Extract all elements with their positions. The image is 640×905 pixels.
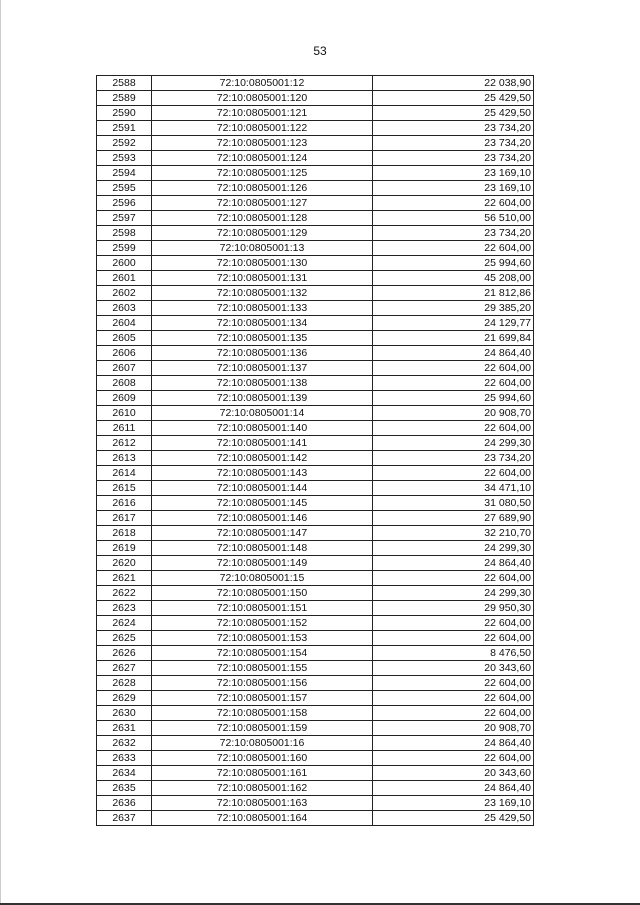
table-row [97,796,534,811]
cadastral-number-cell: 72:10:0805001:135 [152,331,373,346]
cadastral-number-cell: 72:10:0805001:136 [152,346,373,361]
table-row [97,76,534,91]
value-cell: 23 734,20 [373,136,534,151]
cadastral-number-cell: 72:10:0805001:133 [152,301,373,316]
value-cell: 23 734,20 [373,226,534,241]
row-number-cell: 2600 [97,256,152,271]
table-row [97,496,534,511]
cadastral-number-cell: 72:10:0805001:139 [152,391,373,406]
table-row [97,361,534,376]
value-cell: 22 604,00 [373,196,534,211]
cadastral-number-cell: 72:10:0805001:141 [152,436,373,451]
row-number-cell: 2598 [97,226,152,241]
row-number-cell: 2596 [97,196,152,211]
value-cell: 25 994,60 [373,256,534,271]
value-cell: 20 908,70 [373,406,534,421]
cadastral-number-cell: 72:10:0805001:149 [152,556,373,571]
table-row [97,601,534,616]
cadastral-number-cell: 72:10:0805001:163 [152,796,373,811]
cadastral-number-cell: 72:10:0805001:156 [152,676,373,691]
table-row [97,106,534,121]
row-number-cell: 2614 [97,466,152,481]
value-cell: 20 343,60 [373,661,534,676]
value-cell: 34 471,10 [373,481,534,496]
row-number-cell: 2605 [97,331,152,346]
table-row [97,556,534,571]
table-row [97,286,534,301]
table-row [97,466,534,481]
table-row [97,811,534,826]
cadastral-number-cell: 72:10:0805001:123 [152,136,373,151]
row-number-cell: 2637 [97,811,152,826]
cadastral-number-cell: 72:10:0805001:15 [152,571,373,586]
table-row [97,766,534,781]
table-row [97,181,534,196]
table-body [97,76,534,826]
table-row [97,136,534,151]
row-number-cell: 2610 [97,406,152,421]
cadastral-number-cell: 72:10:0805001:134 [152,316,373,331]
table-row [97,721,534,736]
table-row [97,406,534,421]
value-cell: 22 604,00 [373,241,534,256]
row-number-cell: 2615 [97,481,152,496]
value-cell: 22 604,00 [373,691,534,706]
cadastral-number-cell: 72:10:0805001:146 [152,511,373,526]
row-number-cell: 2623 [97,601,152,616]
value-cell: 22 604,00 [373,631,534,646]
value-cell: 20 908,70 [373,721,534,736]
row-number-cell: 2636 [97,796,152,811]
row-number-cell: 2629 [97,691,152,706]
table-row [97,151,534,166]
cadastral-number-cell: 72:10:0805001:162 [152,781,373,796]
table-row [97,586,534,601]
row-number-cell: 2617 [97,511,152,526]
row-number-cell: 2595 [97,181,152,196]
value-cell: 29 385,20 [373,301,534,316]
row-number-cell: 2618 [97,526,152,541]
row-number-cell: 2592 [97,136,152,151]
table-row [97,391,534,406]
table-row [97,541,534,556]
cadastral-number-cell: 72:10:0805001:125 [152,166,373,181]
value-cell: 24 299,30 [373,541,534,556]
table-row [97,241,534,256]
row-number-cell: 2612 [97,436,152,451]
table-row [97,661,534,676]
row-number-cell: 2633 [97,751,152,766]
cadastral-number-cell: 72:10:0805001:155 [152,661,373,676]
value-cell: 8 476,50 [373,646,534,661]
page-number: 53 [313,44,327,58]
table-row [97,211,534,226]
cadastral-number-cell: 72:10:0805001:124 [152,151,373,166]
value-cell: 32 210,70 [373,526,534,541]
cadastral-number-cell: 72:10:0805001:16 [152,736,373,751]
value-cell: 22 604,00 [373,676,534,691]
table-row [97,121,534,136]
row-number-cell: 2621 [97,571,152,586]
cadastral-number-cell: 72:10:0805001:154 [152,646,373,661]
value-cell: 56 510,00 [373,211,534,226]
cadastral-number-cell: 72:10:0805001:122 [152,121,373,136]
cadastral-number-cell: 72:10:0805001:140 [152,421,373,436]
value-cell: 23 734,20 [373,451,534,466]
cadastral-number-cell: 72:10:0805001:120 [152,91,373,106]
row-number-cell: 2604 [97,316,152,331]
value-cell: 24 129,77 [373,316,534,331]
row-number-cell: 2593 [97,151,152,166]
value-cell: 22 604,00 [373,751,534,766]
row-number-cell: 2626 [97,646,152,661]
value-cell: 23 734,20 [373,121,534,136]
cadastral-number-cell: 72:10:0805001:12 [152,76,373,91]
cadastral-number-cell: 72:10:0805001:13 [152,241,373,256]
value-cell: 23 169,10 [373,181,534,196]
table-row [97,676,534,691]
cadastral-number-cell: 72:10:0805001:129 [152,226,373,241]
value-cell: 23 734,20 [373,151,534,166]
row-number-cell: 2601 [97,271,152,286]
row-number-cell: 2625 [97,631,152,646]
row-number-cell: 2620 [97,556,152,571]
table-row [97,481,534,496]
table-row [97,451,534,466]
value-cell: 25 994,60 [373,391,534,406]
table-row [97,571,534,586]
row-number-cell: 2613 [97,451,152,466]
table-row [97,631,534,646]
value-cell: 22 604,00 [373,616,534,631]
cadastral-number-cell: 72:10:0805001:144 [152,481,373,496]
table-row [97,226,534,241]
cadastral-number-cell: 72:10:0805001:148 [152,541,373,556]
value-cell: 25 429,50 [373,811,534,826]
table-row [97,196,534,211]
cadastral-number-cell: 72:10:0805001:143 [152,466,373,481]
value-cell: 20 343,60 [373,766,534,781]
value-cell: 22 604,00 [373,361,534,376]
table-row [97,511,534,526]
cadastral-number-cell: 72:10:0805001:159 [152,721,373,736]
table-row [97,376,534,391]
value-cell: 31 080,50 [373,496,534,511]
table-row [97,706,534,721]
table-row [97,346,534,361]
cadastral-number-cell: 72:10:0805001:152 [152,616,373,631]
value-cell: 27 689,90 [373,511,534,526]
table-row [97,691,534,706]
row-number-cell: 2628 [97,676,152,691]
value-cell: 23 169,10 [373,796,534,811]
value-cell: 24 864,40 [373,346,534,361]
value-cell: 25 429,50 [373,91,534,106]
table-row [97,781,534,796]
row-number-cell: 2599 [97,241,152,256]
cadastral-number-cell: 72:10:0805001:160 [152,751,373,766]
cadastral-number-cell: 72:10:0805001:138 [152,376,373,391]
cadastral-number-cell: 72:10:0805001:151 [152,601,373,616]
row-number-cell: 2631 [97,721,152,736]
table-row [97,646,534,661]
cadastral-number-cell: 72:10:0805001:121 [152,106,373,121]
row-number-cell: 2594 [97,166,152,181]
cadastral-number-cell: 72:10:0805001:14 [152,406,373,421]
table-row [97,421,534,436]
value-cell: 24 299,30 [373,436,534,451]
row-number-cell: 2588 [97,76,152,91]
table-row [97,331,534,346]
cadastral-number-cell: 72:10:0805001:145 [152,496,373,511]
row-number-cell: 2591 [97,121,152,136]
table-row [97,436,534,451]
cadastral-number-cell: 72:10:0805001:131 [152,271,373,286]
table-row [97,166,534,181]
row-number-cell: 2603 [97,301,152,316]
row-number-cell: 2609 [97,391,152,406]
scan-edge-line [0,0,1,905]
cadastral-number-cell: 72:10:0805001:153 [152,631,373,646]
cadastral-number-cell: 72:10:0805001:128 [152,211,373,226]
value-cell: 24 299,30 [373,586,534,601]
value-cell: 23 169,10 [373,166,534,181]
row-number-cell: 2602 [97,286,152,301]
cadastral-number-cell: 72:10:0805001:126 [152,181,373,196]
cadastral-number-cell: 72:10:0805001:127 [152,196,373,211]
row-number-cell: 2611 [97,421,152,436]
row-number-cell: 2624 [97,616,152,631]
table-row [97,736,534,751]
value-cell: 22 604,00 [373,376,534,391]
table-row [97,316,534,331]
table-row [97,256,534,271]
table-row [97,616,534,631]
value-cell: 22 604,00 [373,706,534,721]
value-cell: 25 429,50 [373,106,534,121]
row-number-cell: 2607 [97,361,152,376]
cadastral-number-cell: 72:10:0805001:150 [152,586,373,601]
table-row [97,526,534,541]
row-number-cell: 2597 [97,211,152,226]
cadastral-number-cell: 72:10:0805001:137 [152,361,373,376]
table-row [97,751,534,766]
value-cell: 24 864,40 [373,556,534,571]
row-number-cell: 2622 [97,586,152,601]
cadastral-number-cell: 72:10:0805001:158 [152,706,373,721]
row-number-cell: 2634 [97,766,152,781]
cadastral-number-cell: 72:10:0805001:147 [152,526,373,541]
value-cell: 21 699,84 [373,331,534,346]
row-number-cell: 2608 [97,376,152,391]
value-cell: 22 604,00 [373,421,534,436]
cadastral-number-cell: 72:10:0805001:142 [152,451,373,466]
cadastral-number-cell: 72:10:0805001:161 [152,766,373,781]
row-number-cell: 2630 [97,706,152,721]
value-cell: 22 604,00 [373,571,534,586]
cadastral-number-cell: 72:10:0805001:157 [152,691,373,706]
cadastral-number-cell: 72:10:0805001:130 [152,256,373,271]
value-cell: 29 950,30 [373,601,534,616]
row-number-cell: 2606 [97,346,152,361]
value-cell: 24 864,40 [373,736,534,751]
row-number-cell: 2635 [97,781,152,796]
value-cell: 24 864,40 [373,781,534,796]
value-cell: 22 038,90 [373,76,534,91]
cadastral-number-cell: 72:10:0805001:132 [152,286,373,301]
value-cell: 45 208,00 [373,271,534,286]
table-row [97,301,534,316]
cadastral-value-table [96,75,534,826]
table-row [97,91,534,106]
value-cell: 22 604,00 [373,466,534,481]
row-number-cell: 2589 [97,91,152,106]
row-number-cell: 2632 [97,736,152,751]
row-number-cell: 2627 [97,661,152,676]
cadastral-number-cell: 72:10:0805001:164 [152,811,373,826]
row-number-cell: 2619 [97,541,152,556]
row-number-cell: 2616 [97,496,152,511]
value-cell: 21 812,86 [373,286,534,301]
row-number-cell: 2590 [97,106,152,121]
table-row [97,271,534,286]
